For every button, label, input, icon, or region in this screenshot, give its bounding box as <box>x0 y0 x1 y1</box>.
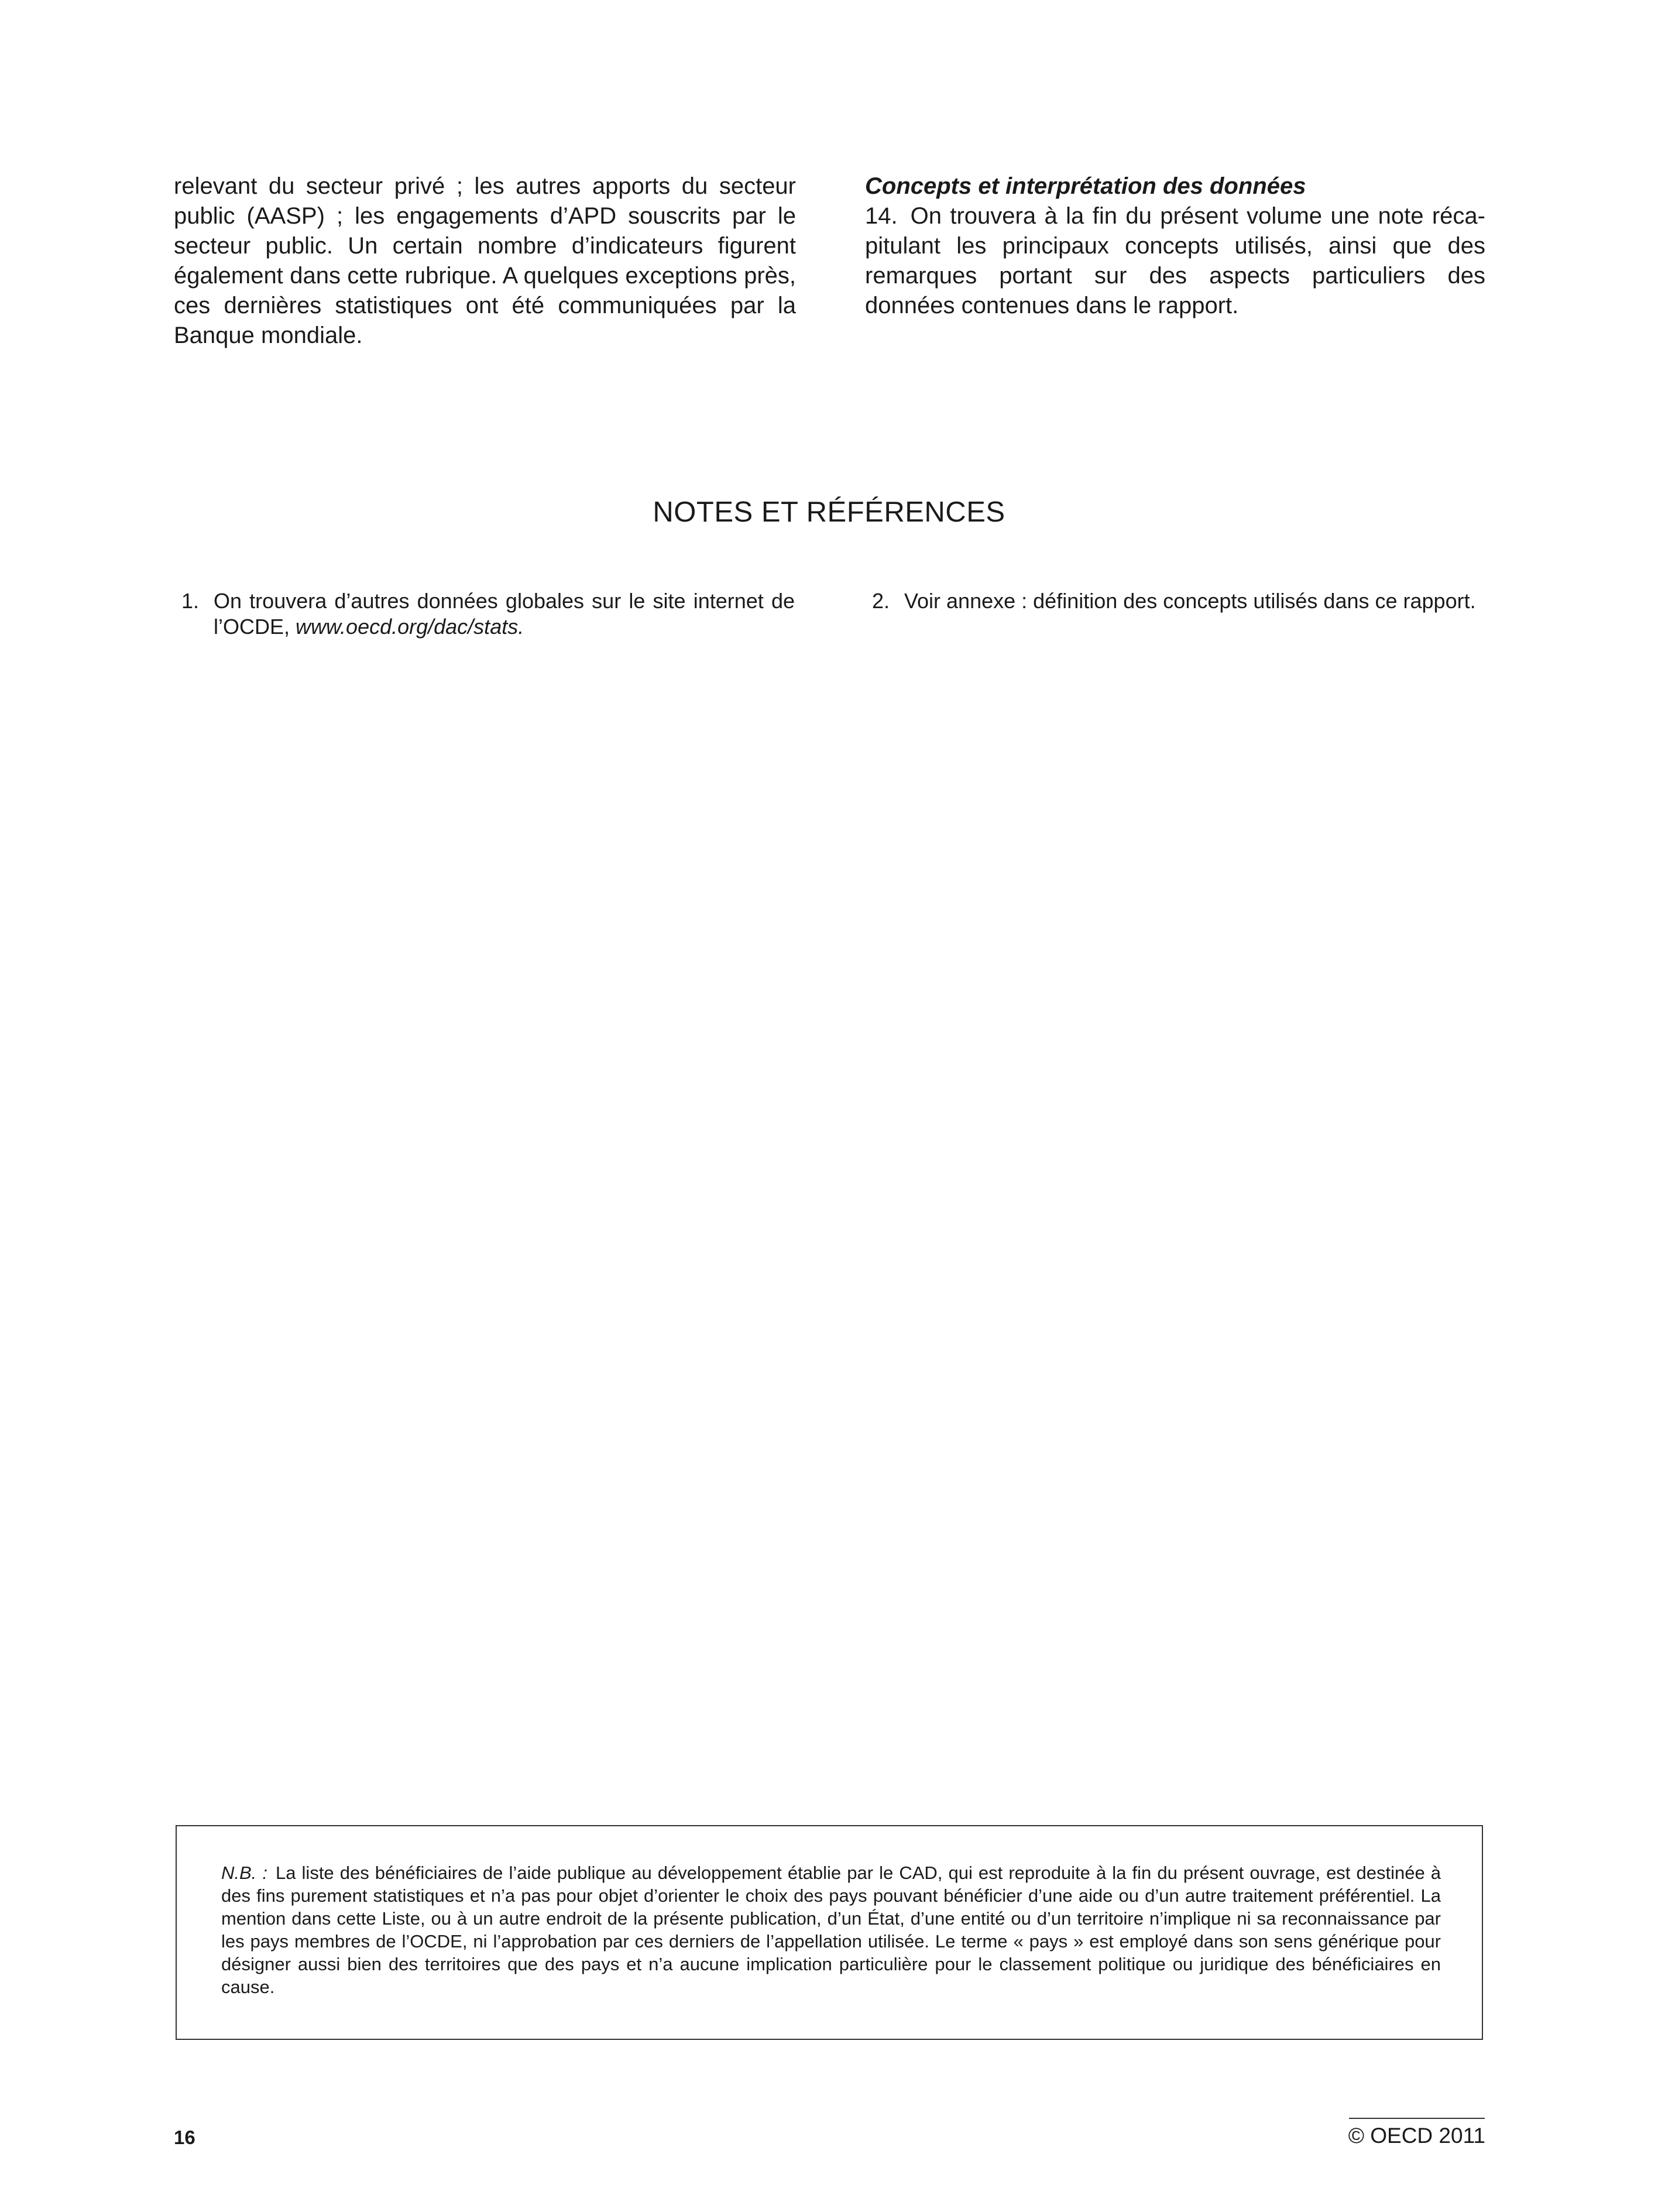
body-paragraph: relevant du secteur privé ; les autres apports du secteur public (AASP) ; les engagements d’APD souscrits par le secteur public. Un certain nombre d’indicateurs figurent également dans cette rubrique. A quelques exceptions près, ces dernières statistiques ont été communiquées par la Banque mondiale. <box>174 173 796 348</box>
nb-text-block <box>221 1861 1441 1998</box>
body-column-left <box>174 172 796 351</box>
note-text-container <box>214 588 795 640</box>
note-text: Voir annexe : définition des concepts utilisés dans ce rapport. <box>904 589 1476 613</box>
notes-title: NOTES ET RÉFÉRENCES <box>653 496 1005 528</box>
paragraph-text: On trouvera à la fin du présent volume une note récapitulant les principaux concepts utilisés, ainsi que des remarques portant sur des aspects particuliers des données contenues dans le rapport. <box>865 203 1485 318</box>
copyright: © OECD 2011 <box>1348 2124 1485 2148</box>
note-link[interactable]: www.oecd.org/dac/stats. <box>296 615 524 639</box>
body-column-right <box>865 172 1485 321</box>
nb-label: N.B. : <box>221 1863 267 1883</box>
note-number: 2. <box>872 589 890 613</box>
copyright-rule <box>1349 2118 1485 2119</box>
nb-box <box>176 1825 1483 2040</box>
numbered-paragraph <box>865 201 1485 321</box>
nb-text: La liste des bénéficiaires de l’aide publique au développement établie par le CAD, qui est reproduite à la fin du présent ouvrage, est destinée à des fins purement statistiques et n’a pas pour objet d’orienter le choix des pays pouvant bénéficier d’une aide ou d’un autre traitement préférentiel. La mention dans cette Liste, ou à un autre endroit de la présente publication, d’un État, d’une entité ou d’un territoire n’implique ni sa reconnaissance par les pays membres de l’OCDE, ni l’approbation par ces derniers de l’appellation utilisée. Le terme « pays » est employé dans son sens générique pour désigner aussi bien des territoires que des pays et n’a aucune implication particulière pour le classement politique ou juridique des bénéficiaires en cause. <box>221 1863 1441 1997</box>
note-text: On trouvera d’autres données globales sur le site internet de l’OCDE, <box>214 589 795 639</box>
note-number: 1. <box>181 589 200 613</box>
section-heading: Concepts et interprétation des données <box>865 173 1306 199</box>
page-number: 16 <box>174 2127 195 2148</box>
note-item-1 <box>181 588 795 640</box>
paragraph-number: 14. <box>865 203 898 229</box>
note-item-2 <box>872 588 1487 614</box>
